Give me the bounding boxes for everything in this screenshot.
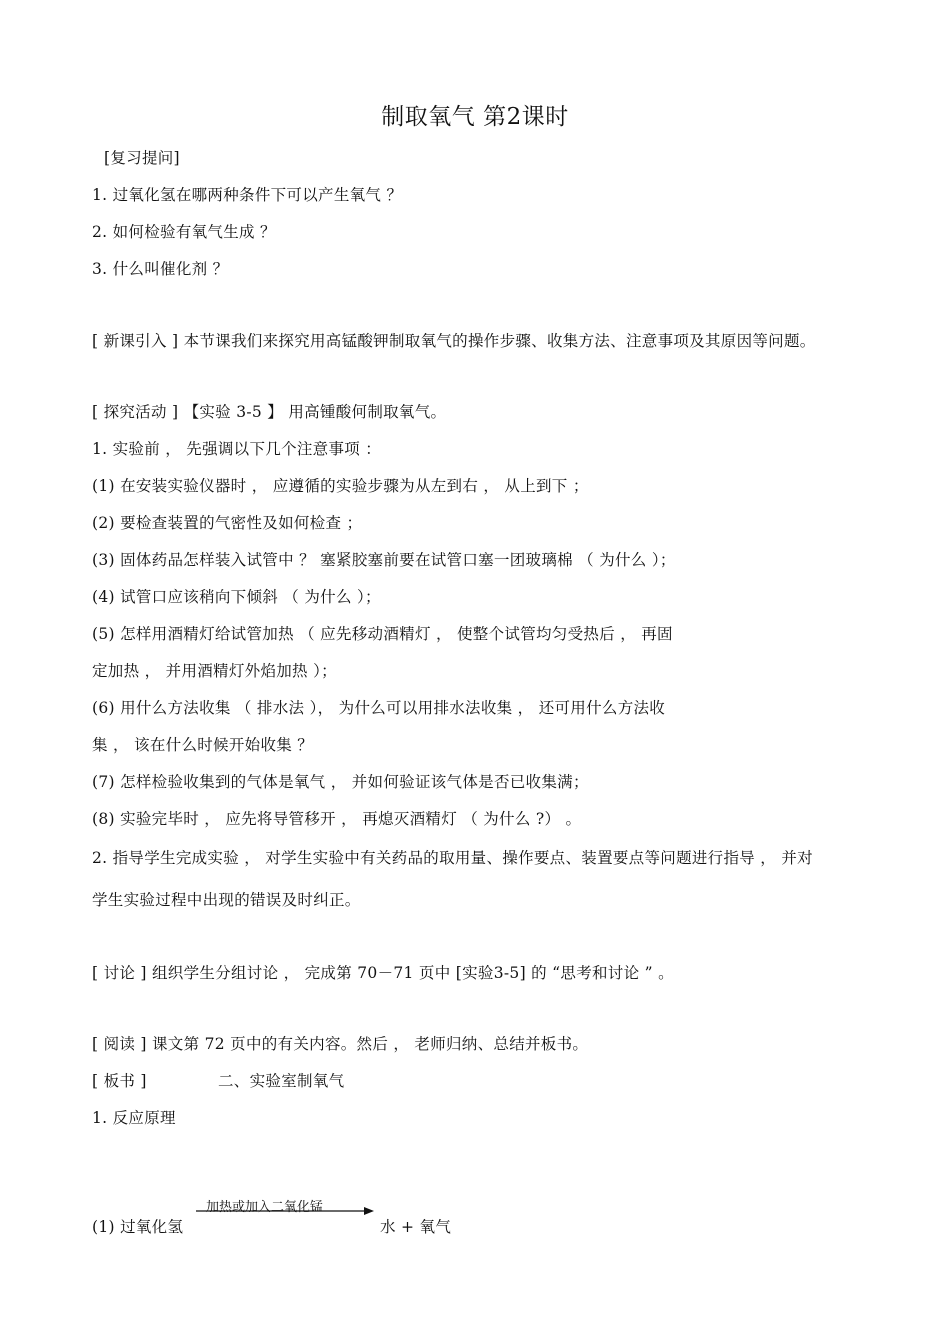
- new-lesson-intro: [ 新课引入 ] 本节课我们来探究用高锰酸钾制取氧气的操作步骤、收集方法、注意事项及其原因等问题。: [92, 332, 816, 350]
- note-1: (1) 在安装实验仪器时 ， 应遵循的实验步骤为从左到右 ， 从上到下 ；: [92, 477, 589, 495]
- note-7: (7) 怎样检验收集到的气体是氧气 ， 并如何验证该气体是否已收集满；: [92, 773, 589, 791]
- note-2: (2) 要检查装置的气密性及如何检查 ；: [92, 514, 363, 532]
- board-label: [ 板书 ]: [92, 1072, 147, 1090]
- step-2-line-2: 学生实验过程中出现的错误及时纠正。: [92, 891, 361, 909]
- board-text: 二、实验室制氧气: [218, 1072, 345, 1090]
- reaction-reactant: (1) 过氧化氢: [92, 1218, 184, 1236]
- step-1: 1. 实验前 ， 先强调以下几个注意事项 ：: [92, 440, 382, 458]
- review-question-1: 1. 过氧化氢在哪两种条件下可以产生氧气 ？: [92, 186, 403, 204]
- activity-heading: [ 探究活动 ] 【实验 3-5 】 用高锺酸何制取氧气。: [92, 403, 447, 421]
- review-heading: [复习提问]: [104, 149, 180, 167]
- note-3: (3) 固体药品怎样装入试管中 ？ 塞紧胶塞前要在试管口塞一团玻璃棉 （ 为什么 ）；: [92, 551, 676, 569]
- reaction-principle-heading: 1. 反应原理: [92, 1109, 176, 1127]
- note-8: (8) 实验完毕时 ， 应先将导管移开 ， 再熄灭酒精灯 （ 为什么 ?） 。: [92, 810, 582, 828]
- discussion: [ 讨论 ] 组织学生分组讨论 ， 完成第 70－71 页中 [实验3-5] 的 “思考和讨论 ” 。: [92, 964, 674, 982]
- reaction-arrow-icon: [196, 1205, 376, 1217]
- reaction-products: 水 + 氧气: [380, 1218, 452, 1236]
- reaction-condition: 加热或加入二氧化锰: [206, 1200, 324, 1215]
- step-2-line-1: 2. 指导学生完成实验 ， 对学生实验中有关药品的取用量、操作要点、装置要点等问题进行指导 ， 并对: [92, 849, 813, 867]
- note-5-line-1: (5) 怎样用酒精灯给试管加热 （ 应先移动酒精灯 ， 使整个试管均匀受热后 ， 再固: [92, 625, 673, 643]
- note-6-line-1: (6) 用什么方法收集 （ 排水法 ）， 为什么可以用排水法收集 ， 还可用什么方法收: [92, 699, 666, 717]
- note-4: (4) 试管口应该稍向下倾斜 （ 为什么 ）；: [92, 588, 381, 606]
- note-5-line-2: 定加热 ， 并用酒精灯外焰加热 ）；: [92, 662, 337, 680]
- page-title: 制取氧气 第2课时: [381, 104, 569, 130]
- review-question-2: 2. 如何检验有氧气生成 ？: [92, 223, 276, 241]
- note-6-line-2: 集 ， 该在什么时候开始收集 ？: [92, 736, 314, 754]
- reading: [ 阅读 ] 课文第 72 页中的有关内容。然后 ， 老师归纳、总结并板书。: [92, 1035, 589, 1053]
- review-question-3: 3. 什么叫催化剂 ？: [92, 260, 229, 278]
